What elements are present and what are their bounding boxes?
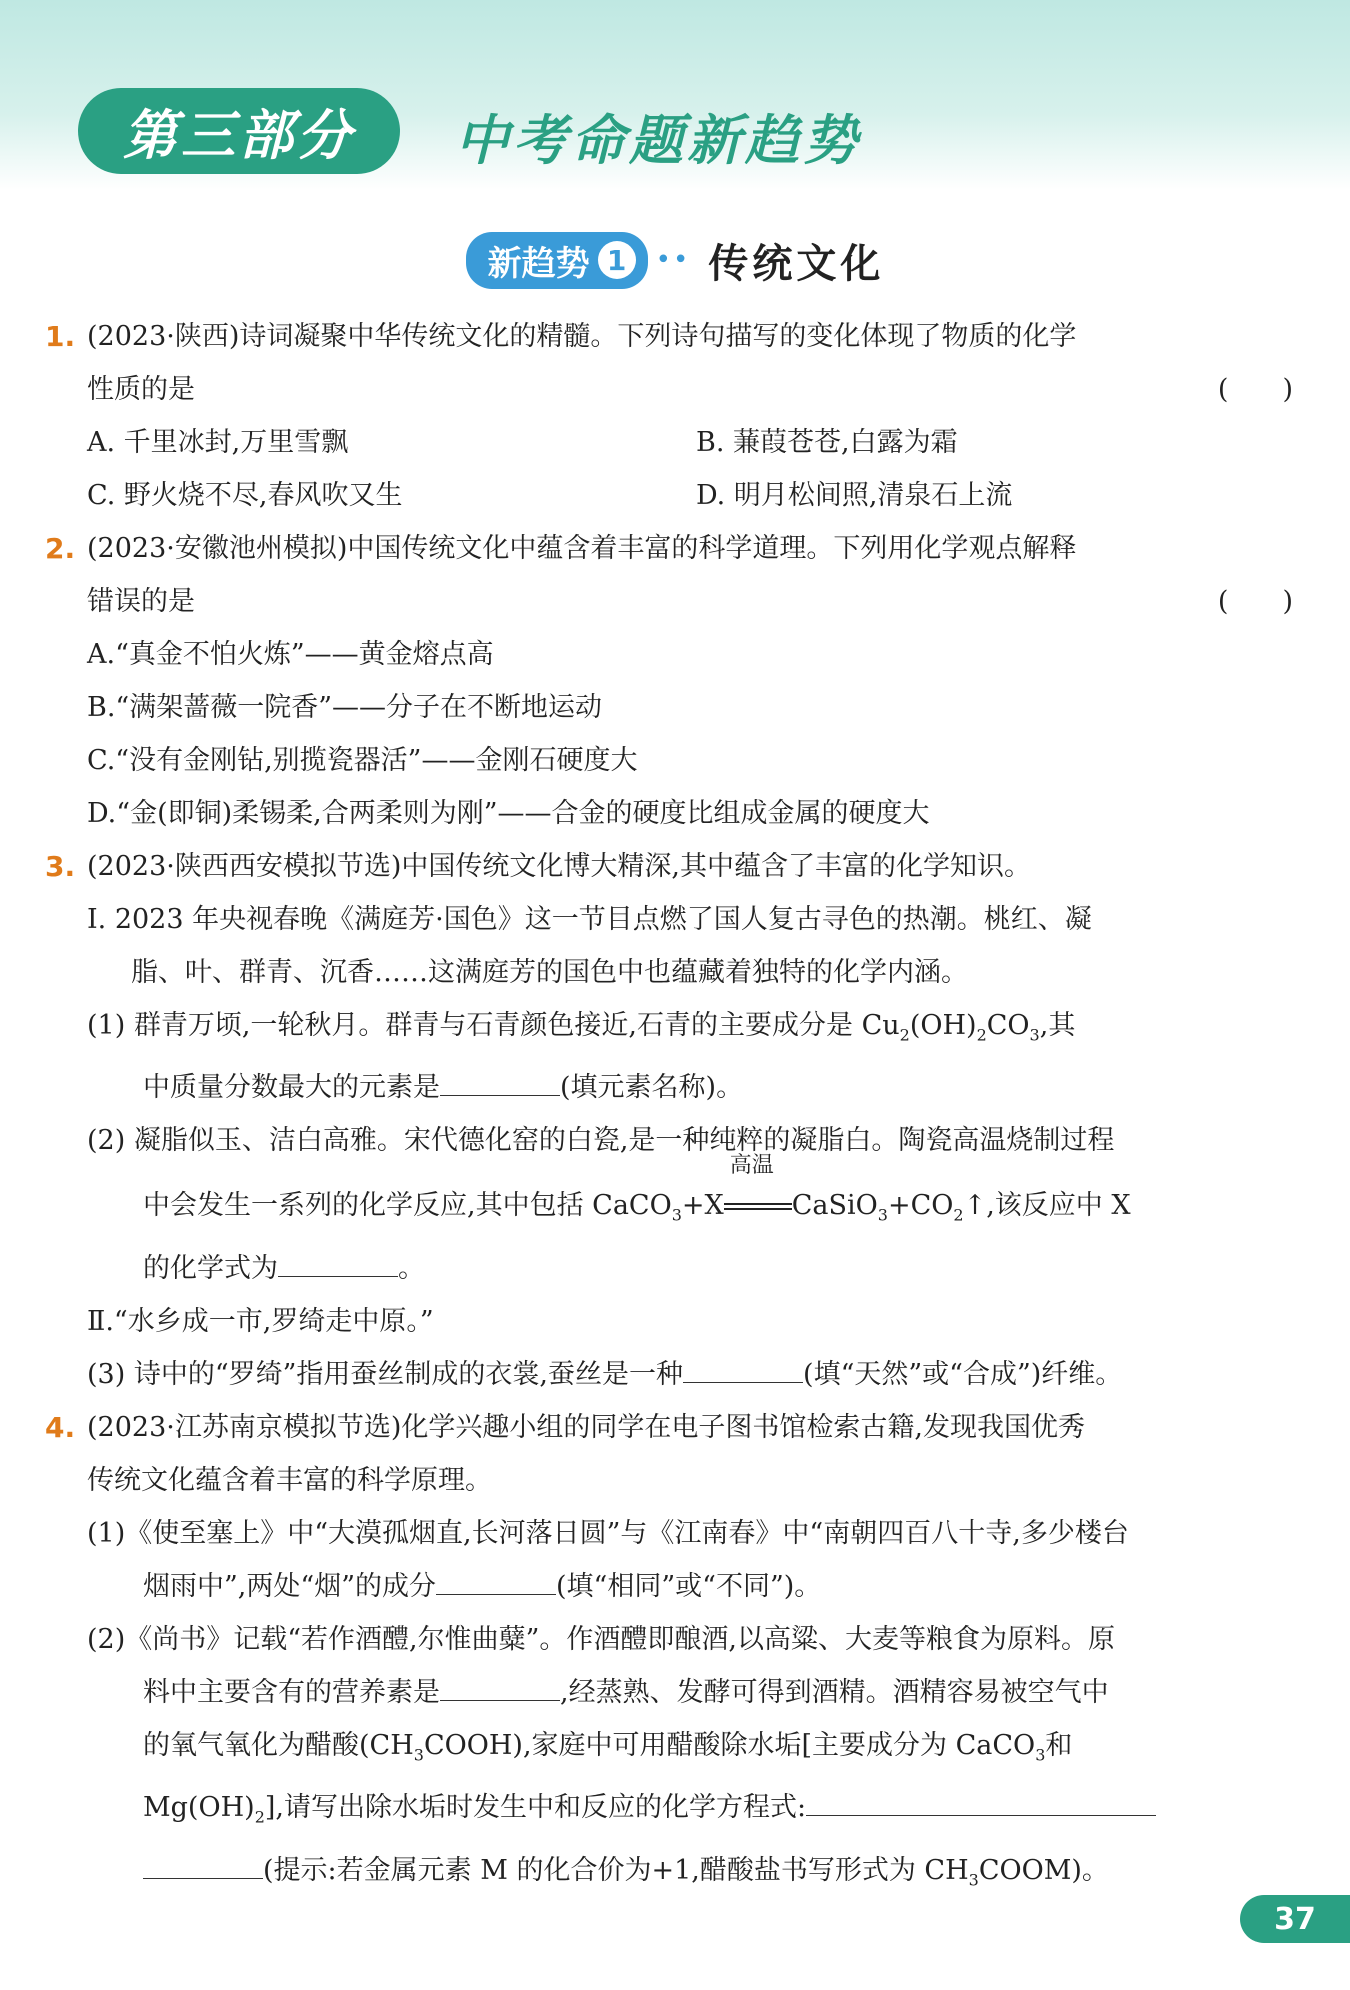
subscript: 3 <box>1029 1025 1040 1045</box>
text: ↑,该反应中 X <box>963 1190 1131 1222</box>
question-stem: (2023·陕西)诗词凝聚中华传统文化的精髓。下列诗句描写的变化体现了物质的化学 <box>87 321 1077 352</box>
trend-badge <box>466 232 648 289</box>
sub-question-2: (2) 凝脂似玉、洁白高雅。宋代德化窑的白瓷,是一种纯粹的凝脂白。陶瓷高温烧制过程 <box>87 1125 1115 1157</box>
options-row <box>87 416 1305 469</box>
question-list <box>45 310 1305 1906</box>
question-stem: (2023·安徽池州模拟)中国传统文化中蕴含着丰富的科学道理。下列用化学观点解释 <box>87 533 1077 564</box>
subscript: 3 <box>1035 1745 1046 1765</box>
question-number: 2. <box>45 532 76 565</box>
subscript: 2 <box>953 1205 964 1225</box>
text: 和 <box>1045 1729 1073 1761</box>
sub-question-2-cont <box>87 1781 1305 1843</box>
question-2 <box>45 522 1305 840</box>
subscript: 2 <box>254 1807 265 1827</box>
part-1-text: 脂、叶、群青、沉香……这满庭芳的国色中也蕴藏着独特的化学内涵。 <box>131 957 968 988</box>
text: ,其 <box>1039 1010 1076 1041</box>
dots-icon: •• <box>655 245 691 275</box>
question-4 <box>45 1401 1305 1906</box>
text: CO <box>986 1010 1030 1041</box>
question-stem-text: 错误的是 <box>87 586 195 617</box>
sub-question-2-cont <box>87 1719 1305 1781</box>
subscript: 3 <box>413 1745 424 1765</box>
answer-blank[interactable] <box>436 1564 556 1595</box>
answer-paren: ( ) <box>1217 586 1293 617</box>
text: ,经蒸熟、发酵可得到酒精。酒精容易被空气中 <box>560 1676 1109 1708</box>
text: (OH) <box>909 1010 977 1041</box>
option-d: D. 明月松间照,清泉石上流 <box>696 480 1013 511</box>
part-1-text: Ⅰ. 2023 年央视春晚《满庭芳·国色》这一节目点燃了国人复古寻色的热潮。桃红、凝 <box>87 904 1092 935</box>
answer-blank[interactable] <box>806 1785 1156 1816</box>
question-intro: (2023·陕西西安模拟节选)中国传统文化博大精深,其中蕴含了丰富的化学知识。 <box>87 851 1031 882</box>
text: 的化学式为 <box>143 1252 278 1284</box>
answer-blank[interactable] <box>143 1848 263 1879</box>
question-stem: (2023·江苏南京模拟节选)化学兴趣小组的同学在电子图书馆检索古籍,发现我国优秀 <box>87 1411 1085 1443</box>
question-number: 3. <box>45 850 76 883</box>
text: COOM)。 <box>978 1854 1109 1886</box>
text: (填元素名称)。 <box>560 1072 744 1104</box>
part-title: 中考命题新趋势 <box>455 109 861 172</box>
sub-question-1-cont <box>87 1061 1305 1114</box>
sub-question-3 <box>87 1348 1305 1401</box>
sub-question-1: (1)《使至塞上》中“大漠孤烟直,长河落日圆”与《江南春》中“南朝四百八十寺,多少楼台 <box>87 1517 1129 1549</box>
question-stem <box>87 363 1305 416</box>
text: (3) 诗中的“罗绮”指用蚕丝制成的衣裳,蚕丝是一种 <box>87 1358 684 1390</box>
text: 中质量分数最大的元素是 <box>143 1072 440 1104</box>
page-number: 37 <box>1240 1895 1350 1943</box>
answer-blank[interactable] <box>683 1352 803 1383</box>
text: Mg(OH) <box>143 1792 255 1824</box>
text: 的氧气氧化为醋酸(CH <box>143 1729 414 1761</box>
question-number: 1. <box>45 320 76 353</box>
text: ],请写出除水垢时发生中和反应的化学方程式: <box>264 1792 807 1824</box>
section-title: 传统文化 <box>708 239 885 287</box>
sub-question-2-cont <box>87 1666 1305 1719</box>
answer-blank[interactable] <box>440 1670 560 1701</box>
question-1 <box>45 310 1305 522</box>
text: (填“相同”或“不同”)。 <box>556 1570 822 1602</box>
part-2-text: Ⅱ.“水乡成一市,罗绮走中原。” <box>87 1305 434 1337</box>
sub-question-1 <box>87 999 1305 1061</box>
sub-question-2-equation <box>87 1153 1305 1241</box>
answer-paren: ( ) <box>1217 374 1293 405</box>
sub-question-1-cont <box>87 1560 1305 1613</box>
subscript: 3 <box>671 1205 682 1225</box>
condition-text: 高温 <box>729 1153 774 1179</box>
text: (填“天然”或“合成”)纤维。 <box>803 1358 1123 1390</box>
trend-badge-number: 1 <box>598 241 636 279</box>
answer-blank[interactable] <box>278 1246 398 1277</box>
question-number: 4. <box>45 1410 76 1444</box>
subscript: 2 <box>899 1025 910 1045</box>
question-stem <box>87 575 1305 628</box>
text: 中会发生一系列的化学反应,其中包括 CaCO <box>143 1190 672 1222</box>
trend-badge-text: 新趋势 <box>487 243 590 284</box>
text: (提示:若金属元素 M 的化合价为+1,醋酸盐书写形式为 CH <box>263 1854 969 1886</box>
part-label: 第三部分 <box>78 88 400 174</box>
option-d: D.“金(即铜)柔锡柔,合两柔则为刚”——合金的硬度比组成金属的硬度大 <box>87 798 930 829</box>
subscript: 3 <box>877 1205 888 1225</box>
subscript: 2 <box>976 1025 987 1045</box>
reaction-condition <box>724 1153 792 1232</box>
sub-question-2-cont <box>87 1844 1305 1906</box>
question-stem: 传统文化蕴含着丰富的科学原理。 <box>87 1464 492 1496</box>
sub-question-2: (2)《尚书》记载“若作酒醴,尔惟曲糵”。作酒醴即酿酒,以高粱、大麦等粮食为原料。原 <box>87 1623 1116 1655</box>
sub-question-2-cont <box>87 1242 1305 1295</box>
option-b: B.“满架蔷薇一院香”——分子在不断地运动 <box>87 692 603 723</box>
subscript: 3 <box>968 1869 979 1889</box>
section-heading <box>0 230 1350 290</box>
text: +CO <box>887 1190 954 1222</box>
text: CaSiO <box>791 1190 878 1222</box>
answer-blank[interactable] <box>440 1065 560 1096</box>
option-a: A. 千里冰封,万里雪飘 <box>87 427 349 458</box>
text: 料中主要含有的营养素是 <box>143 1676 440 1708</box>
options-row <box>87 469 1305 522</box>
text: 。 <box>398 1252 425 1284</box>
text: (1) 群青万顷,一轮秋月。群青与石青颜色接近,石青的主要成分是 Cu <box>87 1010 900 1041</box>
text: +X <box>681 1190 724 1222</box>
option-c: C.“没有金刚钻,别揽瓷器活”——金刚石硬度大 <box>87 745 638 776</box>
text: 烟雨中”,两处“烟”的成分 <box>143 1570 436 1602</box>
option-b: B. 蒹葭苍苍,白露为霜 <box>696 427 958 458</box>
question-stem-text: 性质的是 <box>87 374 195 405</box>
text: COOH),家庭中可用醋酸除水垢[主要成分为 CaCO <box>423 1729 1036 1761</box>
question-3 <box>45 840 1305 1401</box>
option-c: C. 野火烧不尽,春风吹又生 <box>87 480 403 511</box>
equals-sign-icon <box>724 1203 792 1210</box>
option-a: A.“真金不怕火炼”——黄金熔点高 <box>87 639 494 670</box>
